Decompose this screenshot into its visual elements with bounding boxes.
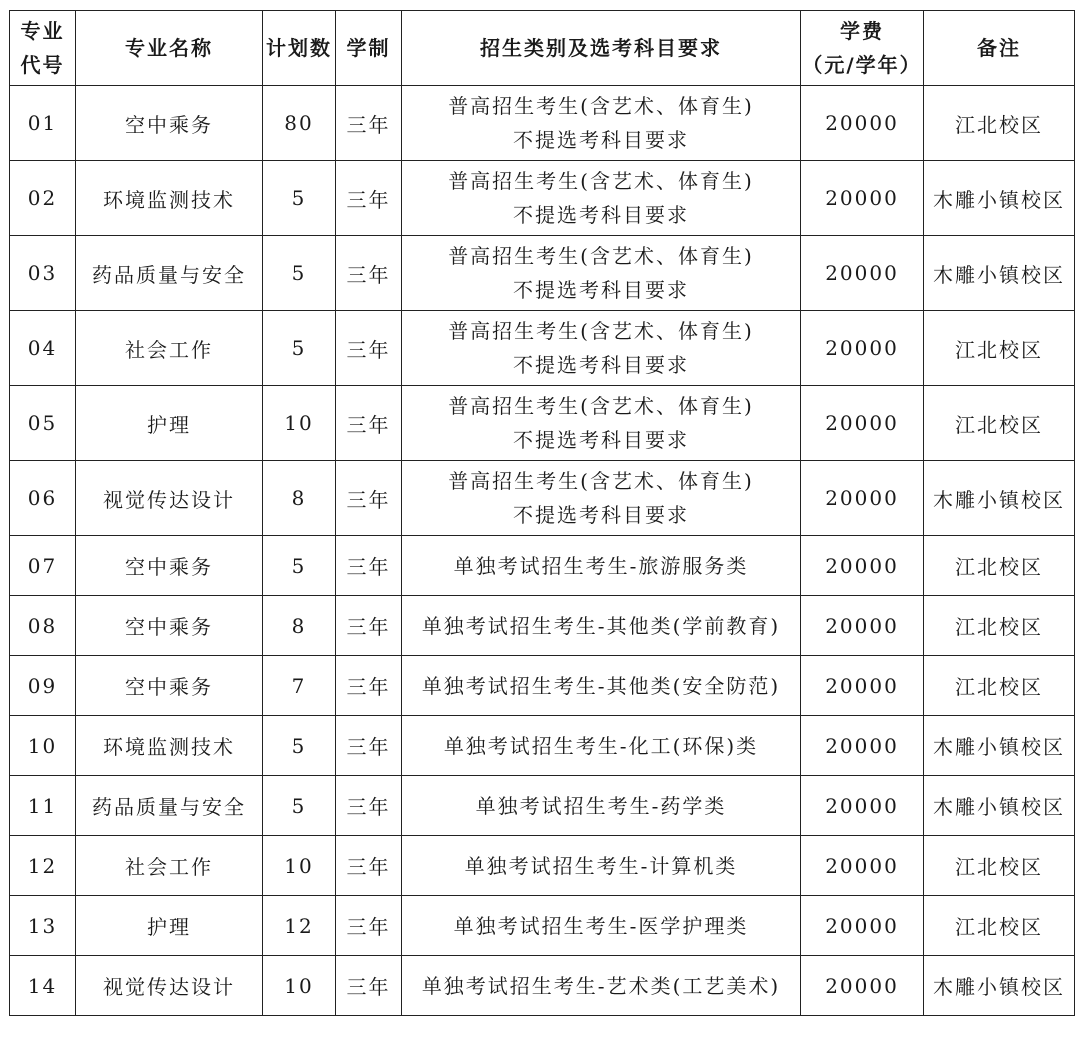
cell-duration: 三年	[336, 386, 402, 461]
table-body	[10, 86, 1075, 1016]
cell-duration: 三年	[336, 956, 402, 1016]
cell-note: 木雕小镇校区	[924, 776, 1075, 836]
header-tuition	[801, 11, 924, 86]
cell-category	[402, 896, 801, 956]
category-line: 单独考试招生考生-化工(环保)类	[443, 733, 759, 758]
cell-plan: 5	[263, 236, 336, 311]
header-code	[10, 11, 76, 86]
cell-note: 江北校区	[924, 311, 1075, 386]
cell-tuition: 20000	[801, 716, 924, 776]
cell-duration: 三年	[336, 536, 402, 596]
cell-note: 木雕小镇校区	[924, 161, 1075, 236]
cell-plan: 10	[263, 386, 336, 461]
cell-note: 木雕小镇校区	[924, 236, 1075, 311]
header-category: 招生类别及选考科目要求	[402, 11, 801, 86]
cell-tuition: 20000	[801, 86, 924, 161]
cell-code: 08	[10, 596, 76, 656]
cell-duration: 三年	[336, 161, 402, 236]
cell-name: 环境监测技术	[76, 716, 263, 776]
cell-plan: 10	[263, 956, 336, 1016]
category-line: 单独考试招生考生-艺术类(工艺美术)	[421, 973, 781, 998]
cell-note: 江北校区	[924, 596, 1075, 656]
table-header	[10, 11, 1075, 86]
table-row	[10, 236, 1075, 311]
cell-tuition: 20000	[801, 596, 924, 656]
cell-tuition: 20000	[801, 656, 924, 716]
cell-tuition: 20000	[801, 896, 924, 956]
cell-note: 江北校区	[924, 86, 1075, 161]
cell-category	[402, 836, 801, 896]
category-line: 单独考试招生考生-旅游服务类	[453, 553, 749, 578]
category-line: 普高招生考生(含艺术、体育生)	[448, 169, 754, 193]
table-row	[10, 311, 1075, 386]
cell-tuition: 20000	[801, 386, 924, 461]
category-line: 不提选考科目要求	[513, 128, 689, 152]
cell-duration: 三年	[336, 236, 402, 311]
cell-category	[402, 956, 801, 1016]
cell-category	[402, 86, 801, 161]
table-row	[10, 656, 1075, 716]
category-line: 普高招生考生(含艺术、体育生)	[448, 469, 754, 493]
cell-name: 社会工作	[76, 836, 263, 896]
cell-note: 江北校区	[924, 656, 1075, 716]
cell-code: 05	[10, 386, 76, 461]
cell-category	[402, 236, 801, 311]
cell-duration: 三年	[336, 461, 402, 536]
cell-note: 江北校区	[924, 536, 1075, 596]
cell-category	[402, 716, 801, 776]
category-line: 单独考试招生考生-计算机类	[464, 853, 738, 878]
cell-tuition: 20000	[801, 836, 924, 896]
cell-name: 空中乘务	[76, 596, 263, 656]
cell-name: 护理	[76, 896, 263, 956]
table-row	[10, 776, 1075, 836]
cell-code: 06	[10, 461, 76, 536]
cell-name: 社会工作	[76, 311, 263, 386]
enrollment-table	[9, 10, 1075, 1016]
header-plan: 计划数	[263, 11, 336, 86]
cell-duration: 三年	[336, 596, 402, 656]
cell-code: 04	[10, 311, 76, 386]
cell-name: 空中乘务	[76, 86, 263, 161]
cell-name: 视觉传达设计	[76, 956, 263, 1016]
cell-code: 02	[10, 161, 76, 236]
cell-name: 空中乘务	[76, 536, 263, 596]
cell-duration: 三年	[336, 836, 402, 896]
cell-code: 09	[10, 656, 76, 716]
cell-duration: 三年	[336, 776, 402, 836]
category-line: 不提选考科目要求	[513, 353, 689, 377]
cell-code: 14	[10, 956, 76, 1016]
header-tuition-line: 学费	[840, 19, 884, 43]
cell-code: 13	[10, 896, 76, 956]
cell-code: 10	[10, 716, 76, 776]
cell-plan: 10	[263, 836, 336, 896]
cell-duration: 三年	[336, 656, 402, 716]
category-line: 普高招生考生(含艺术、体育生)	[448, 319, 754, 343]
header-duration: 学制	[336, 11, 402, 86]
cell-tuition: 20000	[801, 536, 924, 596]
cell-plan: 5	[263, 716, 336, 776]
table-row	[10, 716, 1075, 776]
category-line: 普高招生考生(含艺术、体育生)	[448, 394, 754, 418]
category-line: 单独考试招生考生-其他类(学前教育)	[421, 613, 781, 638]
table-row	[10, 956, 1075, 1016]
cell-category	[402, 596, 801, 656]
category-line: 不提选考科目要求	[513, 428, 689, 452]
category-line: 单独考试招生考生-药学类	[475, 793, 727, 818]
cell-name: 视觉传达设计	[76, 461, 263, 536]
category-line: 不提选考科目要求	[513, 278, 689, 302]
cell-tuition: 20000	[801, 236, 924, 311]
cell-category	[402, 161, 801, 236]
header-row	[10, 11, 1075, 86]
category-line: 不提选考科目要求	[513, 203, 689, 227]
cell-code: 03	[10, 236, 76, 311]
table-row	[10, 86, 1075, 161]
cell-note: 江北校区	[924, 896, 1075, 956]
cell-plan: 5	[263, 776, 336, 836]
cell-plan: 5	[263, 311, 336, 386]
cell-code: 01	[10, 86, 76, 161]
cell-plan: 8	[263, 596, 336, 656]
cell-name: 空中乘务	[76, 656, 263, 716]
cell-duration: 三年	[336, 716, 402, 776]
header-name: 专业名称	[76, 11, 263, 86]
cell-name: 药品质量与安全	[76, 236, 263, 311]
header-tuition-line: （元/学年）	[802, 53, 922, 77]
cell-note: 江北校区	[924, 836, 1075, 896]
cell-plan: 5	[263, 536, 336, 596]
table-row	[10, 386, 1075, 461]
cell-plan: 80	[263, 86, 336, 161]
cell-plan: 12	[263, 896, 336, 956]
cell-tuition: 20000	[801, 311, 924, 386]
table-row	[10, 461, 1075, 536]
category-line: 普高招生考生(含艺术、体育生)	[448, 94, 754, 118]
table-row	[10, 536, 1075, 596]
cell-name: 环境监测技术	[76, 161, 263, 236]
cell-tuition: 20000	[801, 461, 924, 536]
cell-note: 木雕小镇校区	[924, 461, 1075, 536]
cell-category	[402, 461, 801, 536]
header-note: 备注	[924, 11, 1075, 86]
cell-category	[402, 776, 801, 836]
cell-code: 07	[10, 536, 76, 596]
cell-duration: 三年	[336, 86, 402, 161]
table-row	[10, 836, 1075, 896]
cell-category	[402, 536, 801, 596]
cell-tuition: 20000	[801, 161, 924, 236]
cell-plan: 8	[263, 461, 336, 536]
cell-duration: 三年	[336, 311, 402, 386]
cell-note: 江北校区	[924, 386, 1075, 461]
cell-plan: 5	[263, 161, 336, 236]
header-code-line: 代号	[20, 53, 65, 77]
category-line: 单独考试招生考生-其他类(安全防范)	[421, 673, 781, 698]
table-row	[10, 896, 1075, 956]
cell-note: 木雕小镇校区	[924, 956, 1075, 1016]
cell-category	[402, 311, 801, 386]
cell-category	[402, 656, 801, 716]
cell-code: 12	[10, 836, 76, 896]
cell-tuition: 20000	[801, 776, 924, 836]
cell-name: 护理	[76, 386, 263, 461]
cell-name: 药品质量与安全	[76, 776, 263, 836]
category-line: 单独考试招生考生-医学护理类	[453, 913, 749, 938]
header-code-line: 专业	[20, 19, 65, 43]
cell-category	[402, 386, 801, 461]
category-line: 不提选考科目要求	[513, 503, 689, 527]
table-row	[10, 596, 1075, 656]
table-row	[10, 161, 1075, 236]
cell-code: 11	[10, 776, 76, 836]
cell-plan: 7	[263, 656, 336, 716]
cell-tuition: 20000	[801, 956, 924, 1016]
category-line: 普高招生考生(含艺术、体育生)	[448, 244, 754, 268]
cell-duration: 三年	[336, 896, 402, 956]
cell-note: 木雕小镇校区	[924, 716, 1075, 776]
